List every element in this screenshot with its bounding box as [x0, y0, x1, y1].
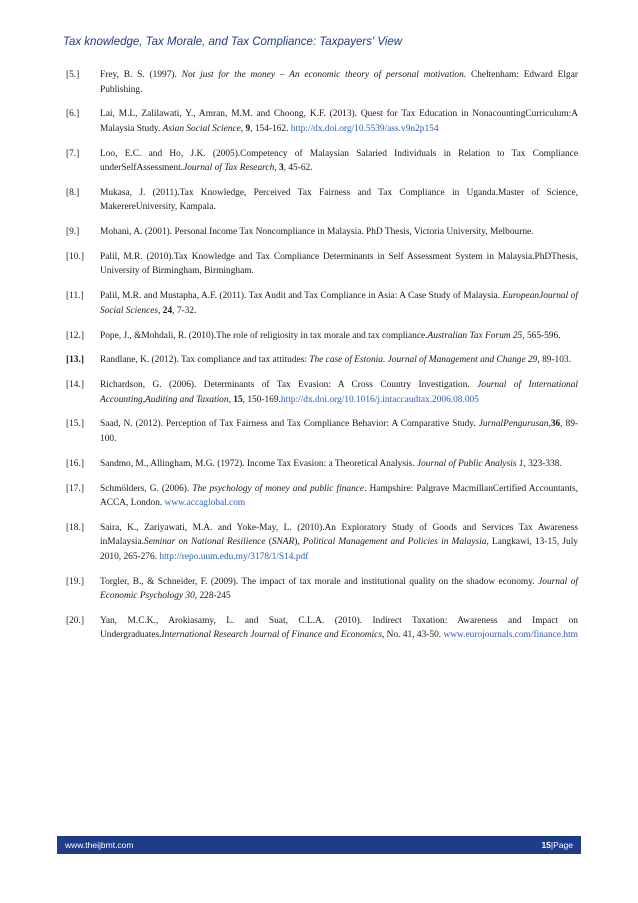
reference-text: [100, 575, 578, 604]
reference-text-segment: Schmölders, G. (2006).: [100, 483, 193, 494]
reference-text: [100, 614, 578, 643]
reference-entry: [66, 329, 578, 344]
reference-italic-text: Journal of Tax Research: [183, 163, 275, 174]
reference-text-segment: Pope, J., &Mohdali, R. (2010).The role of religiosity in tax morale and tax compliance.: [100, 330, 428, 341]
reference-text-segment: ,: [274, 163, 279, 174]
reference-text-segment: Palil, M.R. and Mustapha, A.F. (2011). Tax Audit and Tax Compliance in Asia: A Case Study of Malaysia.: [100, 291, 503, 302]
reference-number: [20.]: [66, 615, 84, 626]
reference-number: [12.]: [66, 330, 84, 341]
reference-text-segment: Mohani, A. (2001). Personal Income Tax Noncompliance in Malaysia. PhD Thesis, Victoria University, Melbourne.: [100, 227, 534, 238]
reference-text-segment: , 45-62.: [283, 163, 313, 174]
reference-text-segment: Randlane, K. (2012). Tax compliance and tax attitudes:: [100, 355, 310, 366]
reference-text-segment: , 89-103.: [537, 355, 571, 366]
reference-text-segment: ),: [294, 537, 303, 548]
reference-text: [100, 107, 578, 136]
reference-volume: 15: [233, 394, 243, 405]
reference-entry: [66, 575, 578, 604]
reference-volume: 9: [245, 123, 251, 134]
reference-entry: [66, 614, 578, 643]
reference-number: [11.]: [66, 291, 84, 302]
reference-number: [9.]: [66, 227, 80, 238]
reference-text-segment: , 228-245: [194, 591, 231, 602]
reference-italic-text: Seminar on National Resilience: [144, 537, 266, 548]
reference-entry: [66, 521, 578, 565]
reference-text: [100, 353, 578, 368]
reference-entry: [66, 417, 578, 446]
reference-text-segment: , 154-162.: [250, 123, 291, 134]
reference-entry: [66, 107, 578, 136]
reference-text-segment: Frey, B. S. (1997).: [100, 70, 182, 80]
reference-italic-text: SNAR: [271, 537, 295, 548]
reference-text: [100, 250, 578, 279]
reference-entry: [66, 147, 578, 176]
reference-text-segment: Richardson, G. (2006). Determinants of Tax Evasion: A Cross Country Investigation.: [100, 380, 478, 391]
reference-number: [16.]: [66, 458, 84, 469]
reference-number: [18.]: [66, 522, 84, 533]
reference-italic-text: International Research Journal of Finance and Economics: [161, 630, 382, 641]
footer-website[interactable]: www.theijbmt.com: [65, 840, 134, 850]
reference-link[interactable]: http://repo.uum.edu.my/3178/1/S14.pdf: [159, 551, 309, 562]
reference-number: [5.]: [66, 70, 80, 80]
reference-italic-text: Political Management and Policies in Malaysia: [302, 537, 487, 548]
reference-text-segment: Yan, M.C.K., Arokiasamy, L. and Suat, C.L.A. (2010). Indirect Taxation: Awareness and Impact on Undergraduates.: [100, 615, 578, 641]
page-footer: [57, 836, 581, 854]
reference-number: [14.]: [66, 380, 84, 391]
reference-entry: [66, 378, 578, 407]
reference-entry: [66, 353, 578, 368]
reference-text-segment: Lai, M.L, Zalilawati, Y., Amran, M.M. and Choong, K.F. (2013). Quest for Tax Education in NonacountingCurriculum:A Malaysia Study.: [100, 109, 578, 134]
reference-text-segment: Mukasa, J. (2011).Tax Knowledge, Perceived Tax Fairness and Tax Compliance in Uganda.Master of Science, MakerereUniversity, Kampala.: [100, 187, 578, 213]
reference-italic-text: The psychology of money and public finance: [192, 483, 365, 494]
reference-text: [100, 521, 578, 565]
reference-volume: 3: [278, 163, 284, 174]
page-number: 15: [541, 840, 551, 850]
reference-number: [8.]: [66, 187, 80, 198]
page-word: Page: [553, 840, 573, 850]
reference-italic-text: The case of Estonia. Journal of Management and Change 29: [309, 355, 538, 366]
reference-italic-text: EuropeanJournal of Social Sciences: [100, 291, 578, 316]
reference-text: [100, 457, 578, 472]
reference-text-segment: , 565-596.: [522, 330, 561, 341]
reference-number: [7.]: [66, 148, 80, 159]
reference-entry: [66, 186, 578, 215]
reference-italic-text: Journal of International Accounting,Auditing and Taxation: [100, 380, 579, 405]
reference-link[interactable]: http://dx.doi.org/10.5539/ass.v9n2p154: [290, 123, 439, 134]
reference-text-segment: , No. 41, 43-50.: [381, 630, 444, 641]
reference-entry: [66, 68, 578, 97]
reference-text: [100, 147, 578, 176]
reference-text-segment: . Hampshire: Palgrave MacmillanCertified Accountants, ACCA, London.: [100, 483, 578, 509]
reference-volume: 36: [550, 419, 561, 430]
reference-text: [100, 225, 578, 240]
reference-text-segment: ,: [240, 123, 246, 134]
reference-entry: [66, 225, 578, 240]
reference-text: [100, 186, 578, 215]
reference-text-segment: , 150-169.: [242, 394, 281, 405]
reference-text-segment: . Cheltenham: Edward Elgar Publishing.: [100, 70, 578, 95]
reference-text-segment: , 89-100.: [100, 419, 579, 444]
reference-text-segment: , 323-338.: [523, 458, 562, 469]
reference-text: [100, 417, 578, 446]
reference-entry: [66, 482, 578, 511]
reference-text-segment: (: [265, 537, 272, 548]
reference-text-segment: ,: [228, 394, 234, 405]
reference-number: [10.]: [66, 251, 84, 262]
reference-number: [6.]: [66, 109, 80, 120]
reference-text-segment: Torgler, B., & Schneider, F. (2009). The impact of tax morale and institutional quality on the shadow economy.: [100, 576, 539, 587]
reference-number: [13.]: [66, 355, 84, 366]
reference-text-segment: ,: [158, 305, 163, 316]
reference-entry: [66, 250, 578, 279]
reference-text-segment: Sandmo, M., Allingham, M.G. (1972). Income Tax Evasion: a Theoretical Analysis.: [100, 458, 417, 469]
reference-text: [100, 329, 578, 344]
running-header: Tax knowledge, Tax Morale, and Tax Compliance: Taxpayers' View: [63, 36, 403, 48]
reference-text: [100, 482, 578, 511]
reference-link[interactable]: www.accaglobal.com: [164, 498, 246, 509]
reference-number: [15.]: [66, 419, 84, 430]
reference-text-segment: ,: [548, 419, 551, 430]
reference-text-segment: Palil, M.R. (2010).Tax Knowledge and Tax Compliance Determinants in Self Assessment System in Malaysia.PhDThesis, University of Birmingham, Birmingham.: [100, 251, 578, 277]
reference-link[interactable]: www.eurojournals.com/finance.htm: [443, 630, 578, 641]
reference-italic-text: Journal of Public Analysis 1: [416, 458, 524, 469]
reference-italic-text: JurnalPengurusan: [478, 419, 549, 430]
reference-text: [100, 68, 578, 97]
reference-volume: 24: [162, 305, 173, 316]
reference-text: [100, 378, 578, 407]
reference-italic-text: Journal of Economic Psychology 30: [100, 576, 578, 602]
footer-page-number: [541, 840, 573, 850]
reference-italic-text: Australian Tax Forum 25: [427, 330, 523, 341]
reference-text-segment: Loo, E.C. and Ho, J.K. (2005).Competency of Malaysian Salaried Individuals in Relation to Tax Compliance underSelfAssessment.: [100, 148, 578, 174]
reference-text-segment: , Langkawi, 13-15, July 2010, 265-276.: [100, 537, 579, 562]
page-separator: |: [550, 840, 554, 850]
reference-italic-text: Not just for the money – An economic theory of personal motivation: [181, 70, 464, 80]
reference-italic-text: Asian Social Science: [162, 123, 241, 134]
reference-text-segment: , 7-32.: [172, 305, 197, 316]
reference-entry: [66, 457, 578, 472]
reference-text-segment: Saad, N. (2012). Perception of Tax Fairness and Tax Compliance Behavior: A Comparative Study.: [100, 419, 479, 430]
reference-text: [100, 289, 578, 318]
reference-text-segment: Saira, K., Zariyawati, M.A. and Yoke-May, L. (2010).An Exploratory Study of Goods and Services Tax Awareness inMalaysia.: [100, 522, 578, 548]
reference-number: [17.]: [66, 483, 84, 494]
reference-link[interactable]: http://dx.doi.org/10.1016/j.intaccaudtax.2006.08.005: [280, 394, 479, 405]
reference-number: [19.]: [66, 576, 84, 587]
reference-list: [66, 68, 578, 653]
reference-entry: [66, 289, 578, 318]
